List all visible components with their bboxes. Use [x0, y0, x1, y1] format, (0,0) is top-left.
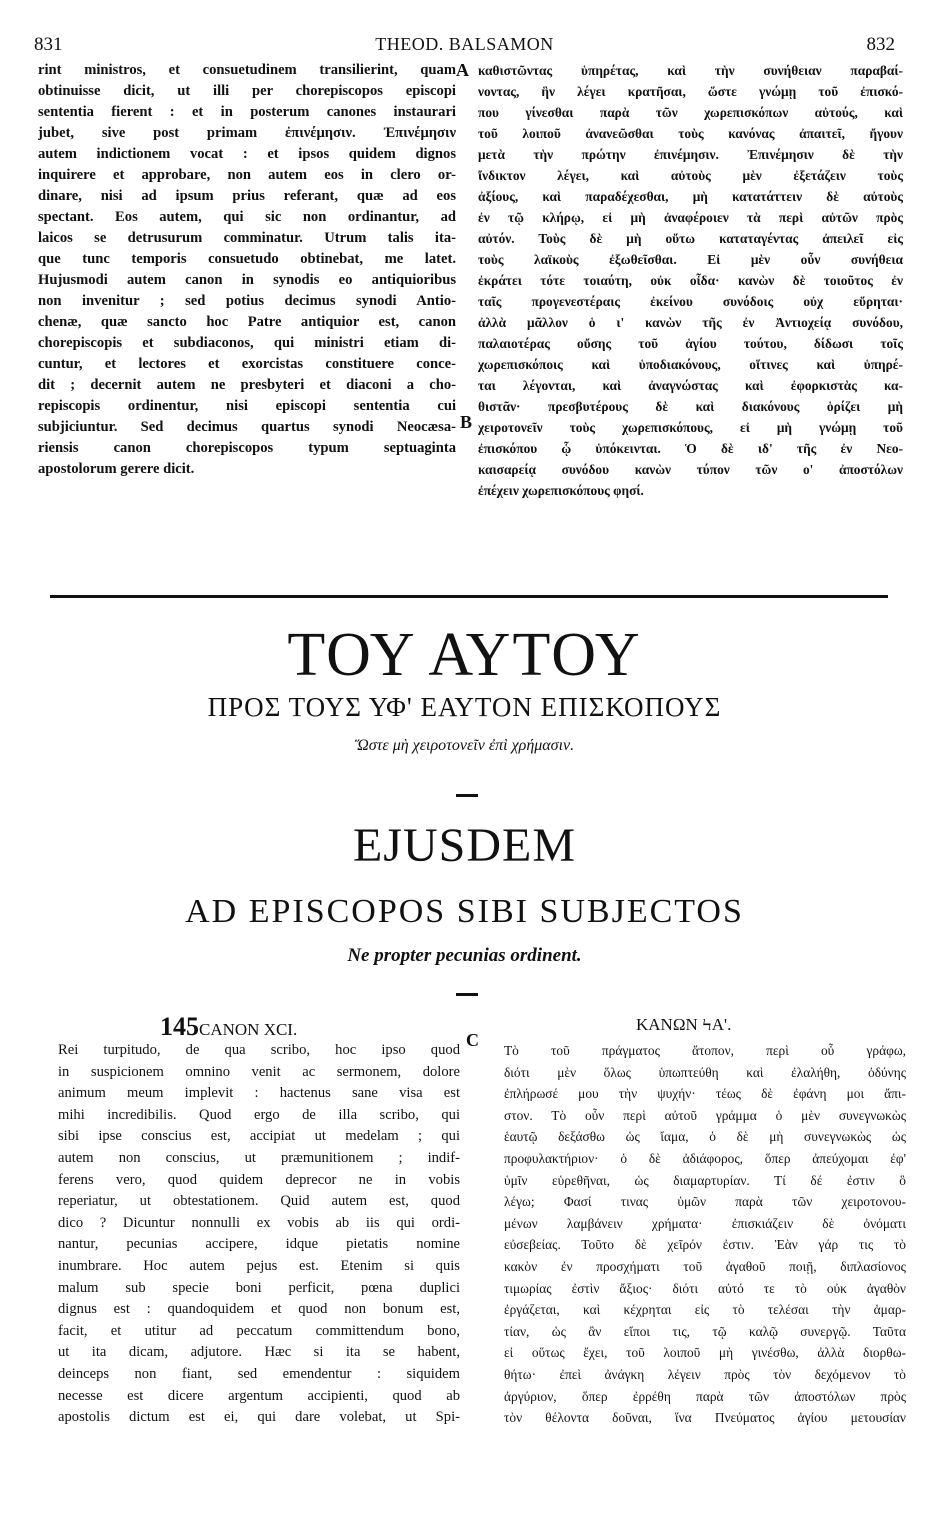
latin-heading: EJUSDEM — [352, 819, 577, 872]
text-line: κακὸν ἐν προσχήματι τοῦ ἀγαθοῦ ποιῇ, διπλασίονος — [504, 1258, 906, 1274]
text-line: deinceps non fiant, sed emendentur : siquidem — [58, 1365, 460, 1382]
text-line: τιμωρίας ἐστὶν ἄξιος· διότι αὐτό τε τὸ οὐκ ἀγαθὸν — [504, 1280, 906, 1296]
greek-subtitle: Ὥστε μὴ χειροτονεῖν ἐπὶ χρήμασιν. — [354, 737, 575, 754]
dash-divider — [456, 794, 478, 797]
text-line: cuntur, et lectores et exorcistas constituere conce- — [38, 356, 456, 372]
latin-canon-column — [58, 1040, 460, 1429]
text-line: ται λέγονται, καὶ ἀναγνώστας καὶ ἐφορκιστὰς κα- — [478, 378, 903, 393]
text-line: ἐπισκόπου ᾧ ὑπόκεινται. Ὁ δὲ ιδ' τῆς ἐν Νεο- — [478, 441, 903, 456]
text-line: θιστᾶν· πρεσβυτέρους δὲ καὶ διακόνους ὁρίζει μὴ — [478, 399, 903, 414]
text-line: ἀξίους, καὶ παραδέχεσθαι, μὴ κατατάττειν δὲ αὐτοὺς — [478, 189, 903, 204]
text-line: μένων λαμβάνειν χρήματα· ἐπισκιάζειν δὲ ὀνόματι — [504, 1215, 906, 1231]
text-line: θήτω· ἐπεὶ ἀνάγκη λέγειν πρὸς τὸν δεχόμενον τὸ — [504, 1366, 906, 1382]
text-line: διότι μὲν ὅλως ὑπωπτεύθη καὶ ἐλαλήθη, ὀδύνης — [504, 1064, 906, 1080]
page-number-left: 831 — [34, 34, 63, 55]
text-line: τὸν θέλοντα δοῦναι, ἵνα Πνεύματος ἁγίου μετουσίαν — [504, 1410, 906, 1426]
text-line: μετὰ τὴν πρώτην ἐπινέμησιν. Ἐπινέμησιν δὲ τὴν — [478, 147, 903, 162]
text-line: dignus est : quandoquidem et quod non bonum est, — [58, 1301, 460, 1318]
text-line: que tunc temporis consuetudo obtinebat, me latet. — [38, 251, 456, 267]
text-line: ταῖς προγενεστέραις ἐκείνου συνόδοις οὐχ εὕρηται· — [478, 294, 903, 309]
text-line: ἑαυτῷ δεξάσθω ὡς ἴαμα, ὁ δὲ μὴ συνεγνωκὼς ὡς — [504, 1129, 906, 1145]
text-line: χωρεπισκόποις καὶ ὑποδιακόνους, οἵτινες καὶ ὑπηρέ- — [478, 357, 903, 372]
text-line: ἐργάζεται, καὶ κέχρηται εἰς τὸ τελέσαι τὴν ἁμαρ- — [504, 1302, 906, 1318]
text-line: που γίνεσθαι παρὰ τῶν χωρεπισκόπων αὐτούς, καὶ — [478, 105, 903, 120]
text-line: τίαν, ὡς ἂν εἴποι τις, τῷ καλῷ συνεργῷ. Ταῦτα — [504, 1323, 906, 1339]
text-line: τοὺς λαϊκοὺς ἐξωθεῖσθαι. Εἰ μὲν οὖν συνήθεια — [478, 252, 903, 267]
text-line: ἀλλὰ μᾶλλον ὁ ι' κανὼν τῆς ἐν Ἀντιοχείᾳ συνόδου, — [478, 315, 903, 330]
text-line: sibi ipse conscius est, accipiat ut medelam ; qui — [58, 1128, 460, 1145]
running-title: THEOD. BALSAMON — [375, 34, 554, 54]
text-line: malum sub specie boni perficit, pœna duplici — [58, 1279, 460, 1296]
text-line: subjiciuntur. Sed decimus quartus synodi Neocæsa- — [38, 419, 456, 435]
text-line: Τὸ τοῦ πράγματος ἄτοπον, περὶ οὗ γράφω, — [504, 1043, 906, 1058]
text-line: ferens vero, quod quidem deprecor ne in vobis — [58, 1171, 460, 1188]
text-line: facit, et utitur ad peccatum committendum bono, — [58, 1322, 460, 1339]
text-line: εὐσεβείας. Τοῦτο δὲ χεῖρόν ἐστιν. Ἐὰν γάρ τις τὸ — [504, 1237, 906, 1253]
page-number-right: 832 — [866, 34, 895, 55]
text-line: ἀργύριον, ὅπερ ἐρρέθη παρὰ τῶν ἀποστόλων πρὸς — [504, 1388, 906, 1404]
text-line: νοντας, ἣν λέγει κρατῆσαι, ὥστε γνώμῃ τοῦ ἐπισκό- — [478, 84, 903, 99]
text-line: animum meum implevit : hactenus sane visa est — [58, 1085, 460, 1102]
text-line: repiscopis ordinentur, nisi episcopi sententia cui — [38, 398, 456, 414]
text-line: necesse est dicere argentum accipienti, quod ab — [58, 1387, 460, 1404]
latin-commentary-column — [38, 60, 456, 480]
text-line: in suspicionem omnino venit ac sermonem, dolore — [58, 1063, 460, 1080]
text-line: παλαιοτέρας οὔσης τοῦ ἁγίου τούτου, δίδωσι τοῖς — [478, 336, 903, 351]
text-line: apostolorum gerere dicit. — [38, 461, 195, 477]
text-line: non invenitur ; sed potius decimus synodi Antio- — [38, 293, 456, 309]
greek-commentary-column — [478, 60, 903, 501]
text-line: λέγω; Φασί τινας ὑμῶν παρὰ τῶν χειροτονου- — [504, 1194, 906, 1210]
text-line: ἐν τῷ κλήρῳ, εἰ μὴ ἀναφέροιεν τὰ περὶ αὐτῶν πρὸς — [478, 210, 903, 225]
text-line: riensis canon chorepiscopos typum septuaginta — [38, 440, 456, 456]
text-line: sententia fierent : et in posterum canones instaurari — [38, 104, 456, 120]
greek-heading: ΤΟΥ ΑΥΤΟΥ — [287, 621, 642, 689]
text-line: inquirere et approbare, non autem eos in clero or- — [38, 167, 456, 183]
text-line: Hujusmodi autem canon in synodis eo antiquioribus — [38, 272, 456, 288]
section-divider — [50, 595, 888, 598]
text-line: dinare, nisi ad ipsum prius referant, quæ ad eos — [38, 188, 456, 204]
text-line: chorepiscopis et subdiaconos, qui ministri etiam di- — [38, 335, 456, 351]
text-line: autem non conscius, ut præmunitionem ; indif- — [58, 1149, 460, 1166]
greek-canon-heading: ΚΑΝΩΝ ϞΑ'. — [636, 1015, 732, 1034]
margin-letter-a: A — [456, 60, 469, 80]
text-line: obtinuisse dicit, ut illi per chorepiscopos episcopi — [38, 83, 456, 99]
text-line: reperiatur, ut obtestationem. Quid autem est, quod — [58, 1193, 460, 1210]
text-line: τοῦ λοιποῦ ἀνανεῶσθαι τοὺς κανόνας ἀπαιτεῖ, ἤγουν — [478, 126, 903, 141]
greek-subheading: ΠΡΟΣ ΤΟΥΣ ΥΦ' ΕΑΥΤΟΝ ΕΠΙΣΚΟΠΟΥΣ — [207, 692, 722, 722]
text-line: rint ministros, et consuetudinem transilierint, quam — [38, 62, 456, 78]
margin-letter-c: C — [466, 1030, 479, 1050]
text-line: spectant. Eos autem, qui sic non ordinantur, ad — [38, 209, 456, 225]
text-line: dit ; decernit autem ne presbyteri et diaconi a cho- — [38, 377, 456, 393]
greek-canon-column — [504, 1040, 906, 1429]
text-line: στον. Τὸ οὖν περὶ αὐτοῦ γράμμα ὁ μὲν συνεγνωκὼς — [504, 1107, 906, 1123]
text-line: αὐτόν. Τοὺς δὲ μὴ οὕτω καταταγέντας ἀπειλεῖ εἰς — [478, 231, 903, 246]
text-line: ἐκράτει τότε τοιαύτη, οὐκ οἶδα· κανὼν δὲ τοιοῦτος ἐν — [478, 273, 903, 288]
latin-subtitle: Ne propter pecunias ordinent. — [347, 945, 582, 966]
canon-number: 145 — [160, 1012, 199, 1041]
text-line: mihi incredibilis. Quod ergo de illa scribo, qui — [58, 1106, 460, 1123]
canon-label: CANON XCI. — [199, 1020, 298, 1039]
text-line: inumbrare. Hoc autem pejus est. Etenim si quis — [58, 1257, 460, 1274]
text-line: καθιστῶντας ὑπηρέτας, καὶ τὴν συνήθειαν παραβαί- — [478, 63, 903, 78]
text-line: ut ita dicam, adjutore. Hæc si ita se habent, — [58, 1344, 460, 1361]
text-line: laicos se detrusurum comminatur. Utrum talis ita- — [38, 230, 456, 246]
text-line: ἐπλήρωσέ μου τὴν ψυχήν· τέως δὲ ἐφάνη μοι ἄπι- — [504, 1086, 906, 1102]
text-line: autem indictionem vocat : et ipsos quidem dignos — [38, 146, 456, 162]
text-line: nantur, pecunias accipere, idque pietatis nomine — [58, 1236, 460, 1253]
text-line: ὑμῖν εὑρεθῆναι, ὡς διαμαρτυρίαν. Τί δέ ἐστιν ὃ — [504, 1172, 906, 1188]
text-line: apostolis dictum est ei, qui dare volebat, ut Spi- — [58, 1409, 460, 1426]
latin-canon-heading — [160, 1012, 297, 1042]
margin-letter-b: B — [460, 412, 473, 432]
text-line: dico ? Dicuntur nonnulli ex vobis ab iis qui ordi- — [58, 1214, 460, 1231]
text-line: ἴνδικτον λέγει, καὶ αὐτοὺς μὲν ἐξετάζειν τοὺς — [478, 168, 903, 183]
text-line: χειροτονεῖν τοὺς χωρεπισκόπους, εἰ μὴ γνώμῃ τοῦ — [478, 420, 903, 435]
dash-divider — [456, 993, 478, 996]
page-header — [34, 34, 895, 58]
latin-subheading: AD EPISCOPOS SIBI SUBJECTOS — [185, 893, 744, 930]
text-line: εἰ οὕτως ἔχει, τοῦ λοιποῦ μὴ γινέσθω, ἀλλὰ διορθω- — [504, 1345, 906, 1361]
text-line: καισαρείᾳ συνόδου κανὼν τύπον τῶν ο' ἀποστόλων — [478, 462, 903, 477]
text-line: jubet, sive post primam ἐπινέμησιν. Ἐπινέμησιν — [38, 125, 456, 141]
text-line: προφυλακτήριον· ὁ δὲ ἀδιάφορος, ὅπερ ἀπεύχομαι ἐφ' — [504, 1150, 906, 1166]
text-line: Rei turpitudo, de qua scribo, hoc ipso quod — [58, 1042, 460, 1058]
text-line: chenæ, quæ sancto hoc Patre antiquior est, canon — [38, 314, 456, 330]
text-line: ἐπέχειν χωρεπισκόπους φησί. — [478, 483, 644, 498]
